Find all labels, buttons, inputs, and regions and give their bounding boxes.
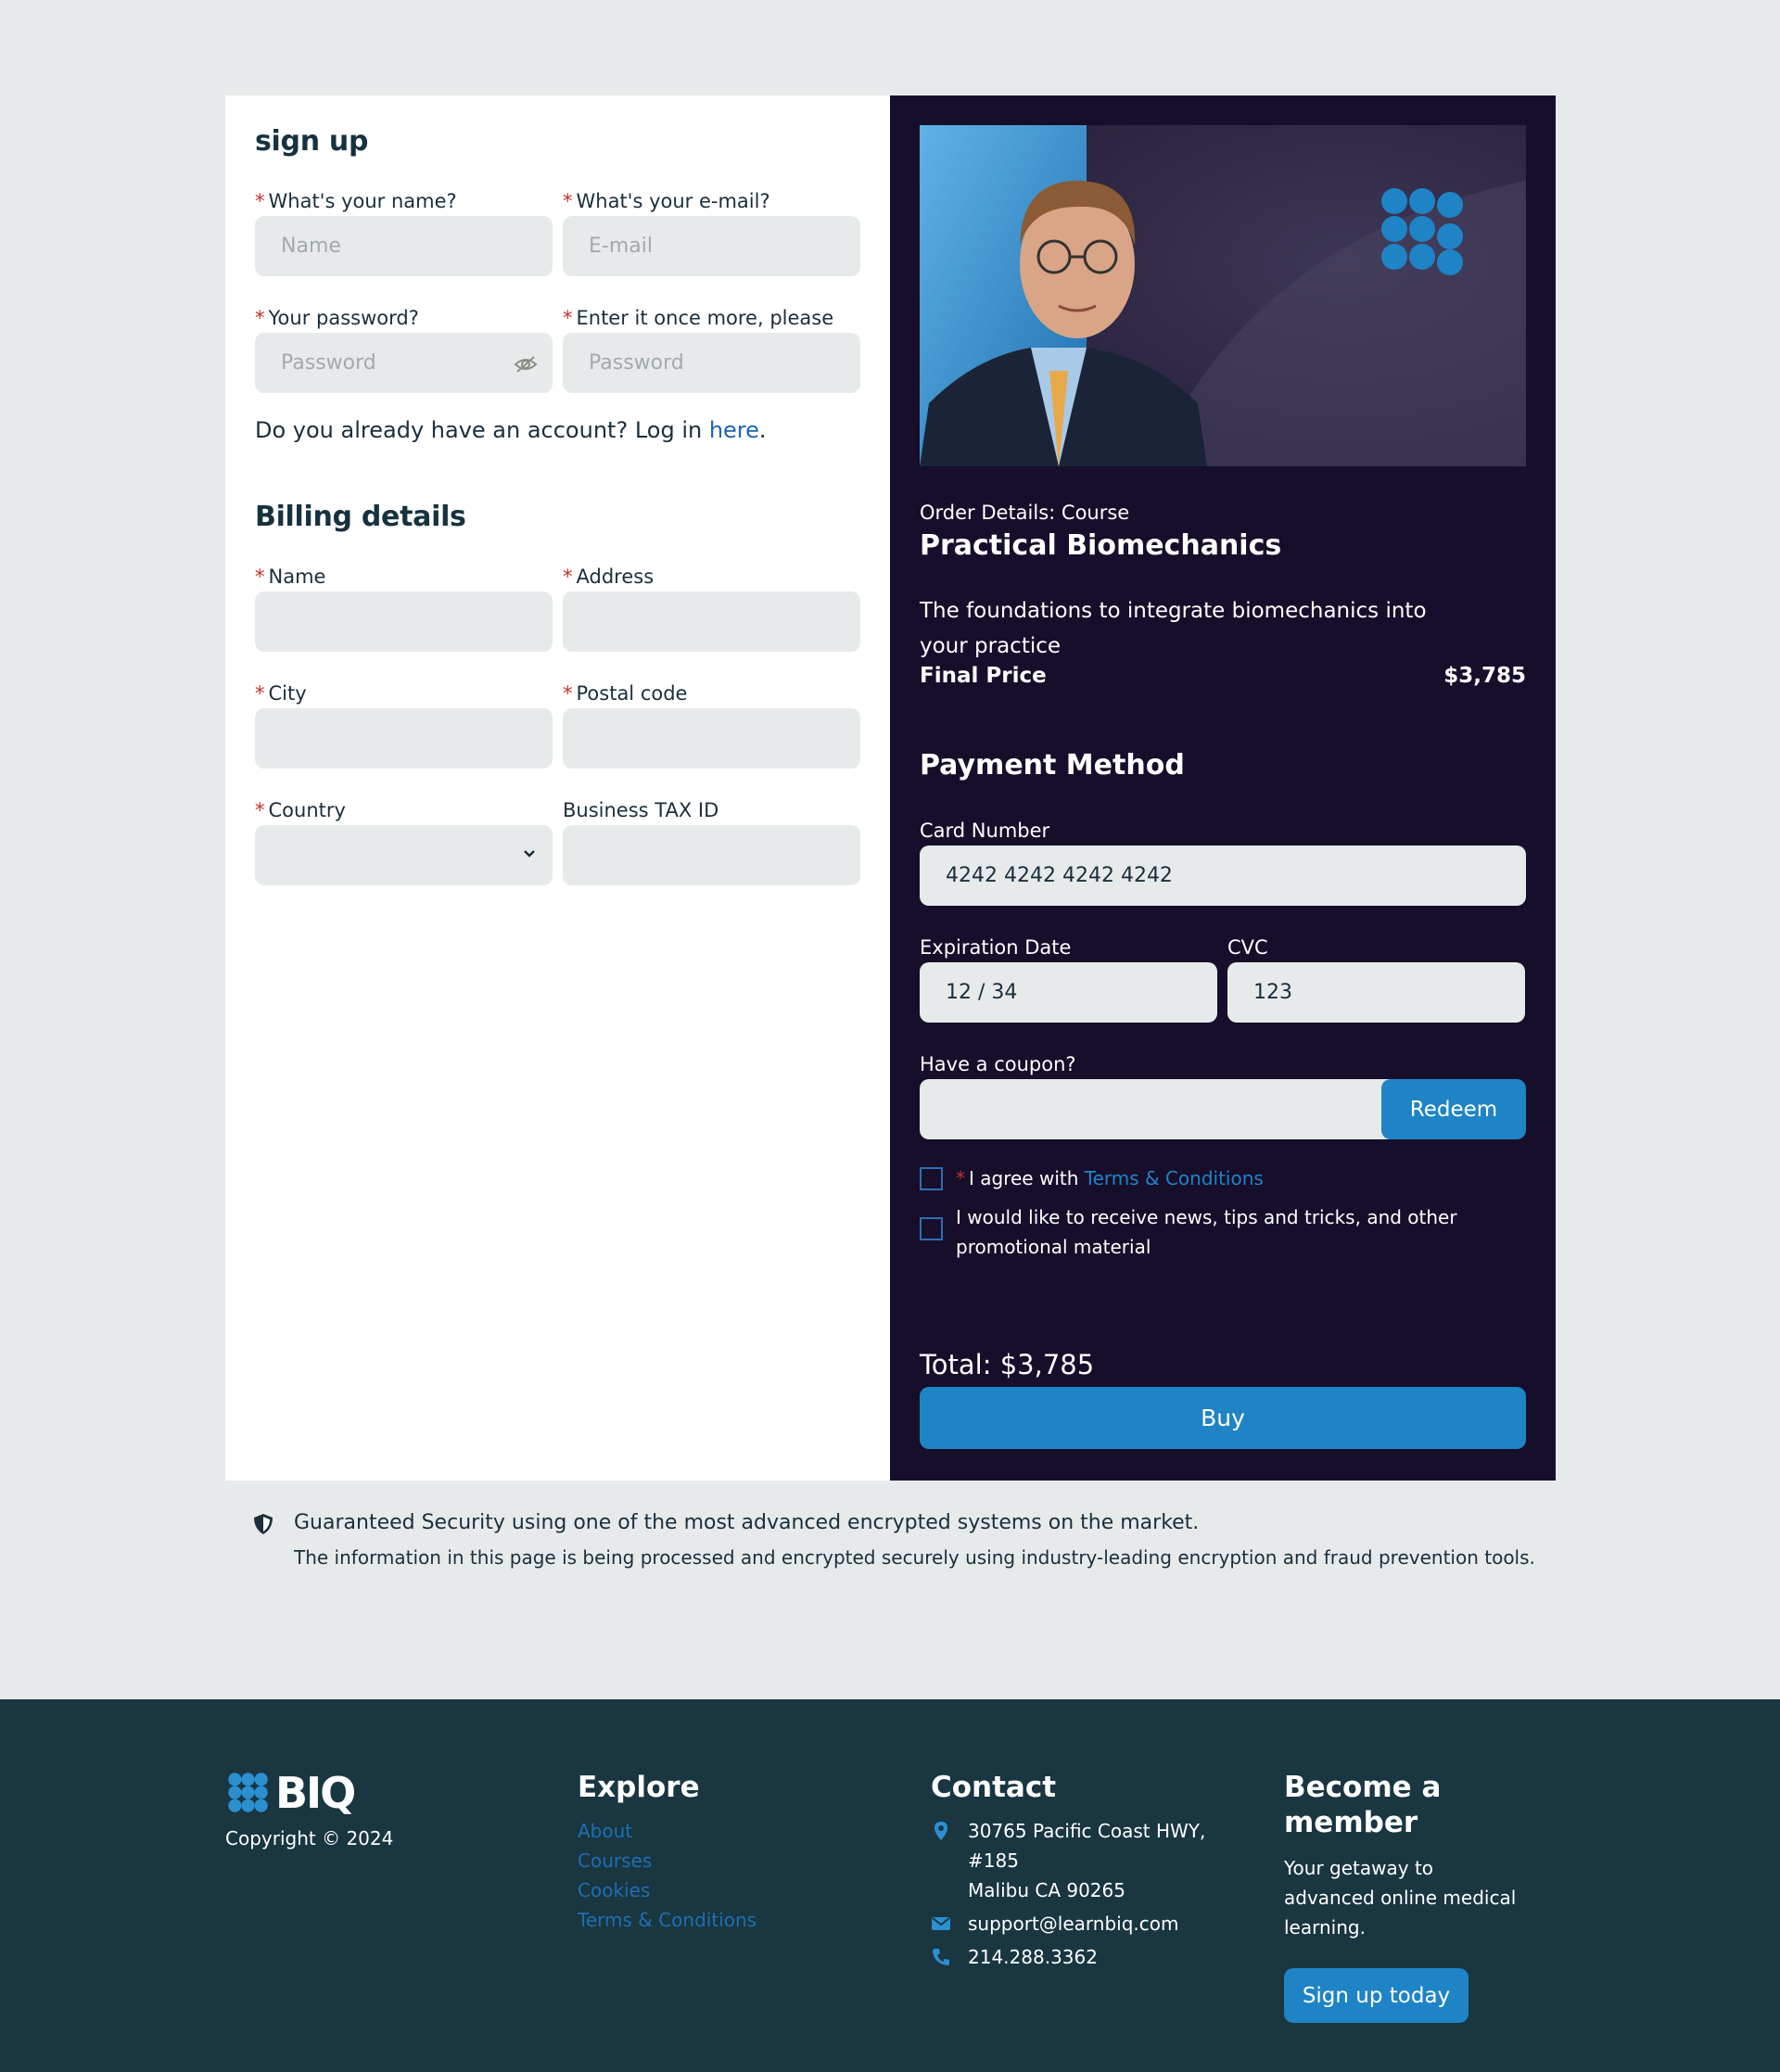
biq-logo-icon [225,1770,272,1816]
billing-address-group [563,565,860,652]
instructor-photo [920,125,1526,466]
terms-link[interactable]: Terms & Conditions [1084,1167,1264,1189]
biq-logo-icon [1374,181,1472,279]
member-title: Become a member [1284,1771,1442,1839]
total-amount: Total: $3,785 [920,1349,1095,1380]
contact-phone [931,1942,1205,1972]
card-number-label: Card Number [920,820,1050,842]
signup-panel [225,95,890,1481]
checkout-card [225,95,1556,1481]
final-price-row [920,664,1526,688]
billing-country-group [255,798,553,885]
footer-logo[interactable] [225,1768,393,1818]
login-link[interactable]: here [708,417,759,443]
copyright: Copyright © 2024 [225,1827,394,1850]
billing-postal-label: * Postal code [563,682,688,705]
billing-name-label: * Name [255,566,326,588]
login-prompt: Do you already have an account? Log in here. [255,417,767,443]
coupon-label: Have a coupon? [920,1053,1076,1075]
terms-checkbox[interactable] [920,1167,943,1190]
footer [0,1699,1780,2072]
email-field-group [563,189,860,276]
billing-city-input[interactable] [255,708,553,769]
billing-city-label: * City [255,682,307,705]
explore-title: Explore [578,1771,700,1804]
expiration-label: Expiration Date [920,936,1072,959]
email-label: * What's your e-mail? [563,190,770,212]
cvc-group [1227,935,1525,1023]
news-checkbox-row [920,1202,1526,1262]
name-label: * What's your name? [255,190,457,212]
billing-name-input[interactable] [255,591,553,652]
coupon-group [920,1052,1526,1139]
expiration-group [920,935,1217,1023]
course-title: Practical Biomechanics [920,529,1282,562]
signup-title: sign up [255,125,369,158]
password-confirm-label: * Enter it once more, please [563,307,834,329]
password-input[interactable]: Password [255,333,553,393]
phone-text[interactable]: 214.288.3362 [968,1946,1098,1968]
footer-link-cookies[interactable]: Cookies [578,1879,651,1901]
order-kicker: Order Details: Course [920,502,1130,524]
footer-brand [225,1768,393,1850]
footer-link-about[interactable]: About [578,1820,633,1842]
email-text[interactable]: support@learnbiq.com [968,1913,1179,1935]
final-price-label: Final Price [920,664,1047,688]
course-hero-image [920,125,1526,466]
payment-method-title: Payment Method [920,749,1185,782]
password-label: * Your password? [255,307,419,329]
redeem-button[interactable]: Redeem [1381,1079,1526,1139]
contact-email [931,1909,1205,1939]
coupon-input[interactable] [920,1079,1391,1139]
explore-links [578,1816,756,1935]
billing-tax-label: Business TAX ID [563,799,719,821]
email-input[interactable]: E-mail [563,216,860,276]
footer-link-terms[interactable]: Terms & Conditions [578,1909,757,1931]
phone-icon [931,1947,951,1967]
footer-link-courses[interactable]: Courses [578,1850,653,1872]
billing-postal-group [563,681,860,769]
security-sub-text: The information in this page is being processed and encrypted securely using industry-leading encryption and fraud prevention tools. [294,1546,1535,1569]
tax-id-input[interactable] [563,825,860,885]
coupon-row [920,1079,1526,1139]
card-number-input[interactable]: 4242 4242 4242 4242 [920,845,1526,906]
map-pin-icon [931,1821,951,1841]
eye-off-icon[interactable] [514,355,538,374]
address-line-1: 30765 Pacific Coast HWY, [968,1820,1206,1842]
final-price-value: $3,785 [1443,664,1526,688]
name-input[interactable]: Name [255,216,553,276]
cvc-input[interactable]: 123 [1227,962,1525,1023]
terms-text: * I agree with Terms & Conditions [956,1167,1264,1189]
contact-title: Contact [931,1771,1057,1804]
cvc-label: CVC [1227,936,1268,959]
logo-text: BIQ [275,1768,355,1818]
billing-country-label: * Country [255,799,346,821]
chevron-down-icon [523,849,536,858]
shield-icon [253,1513,273,1535]
password-confirm-input[interactable]: Password [563,333,860,393]
footer-explore [578,1770,756,1935]
country-select[interactable] [255,825,553,885]
news-checkbox[interactable] [920,1217,943,1240]
billing-title: Billing details [255,501,466,533]
password-confirm-field-group [563,306,860,393]
member-description: Your getaway to advanced online medical learning. [1284,1857,1517,1939]
address-line-2: #185 [968,1850,1019,1872]
order-panel [890,95,1556,1481]
password-field-group [255,306,553,393]
billing-city-group [255,681,553,769]
footer-member [1284,1770,1525,2023]
terms-checkbox-row [920,1163,1526,1193]
billing-tax-group [563,798,860,885]
buy-button[interactable]: Buy [920,1387,1526,1449]
billing-postal-input[interactable] [563,708,860,769]
security-main-text: Guaranteed Security using one of the most advanced encrypted systems on the market. [294,1511,1200,1534]
signup-today-button[interactable]: Sign up today [1284,1968,1468,2023]
address-line-3: Malibu CA 90265 [968,1879,1125,1901]
expiration-input[interactable]: 12 / 34 [920,962,1217,1023]
card-number-group [920,819,1526,906]
course-description: The foundations to integrate biomechanics into your practice [920,599,1427,658]
name-field-group [255,189,553,276]
billing-address-label: * Address [563,566,655,588]
billing-address-input[interactable] [563,591,860,652]
footer-contact [931,1770,1205,1972]
exp-cvc-row [920,935,1526,1023]
news-text: I would like to receive news, tips and tricks, and other promotional material [956,1206,1457,1258]
mail-icon [931,1913,951,1934]
contact-address [931,1816,1205,1905]
billing-name-group [255,565,553,652]
